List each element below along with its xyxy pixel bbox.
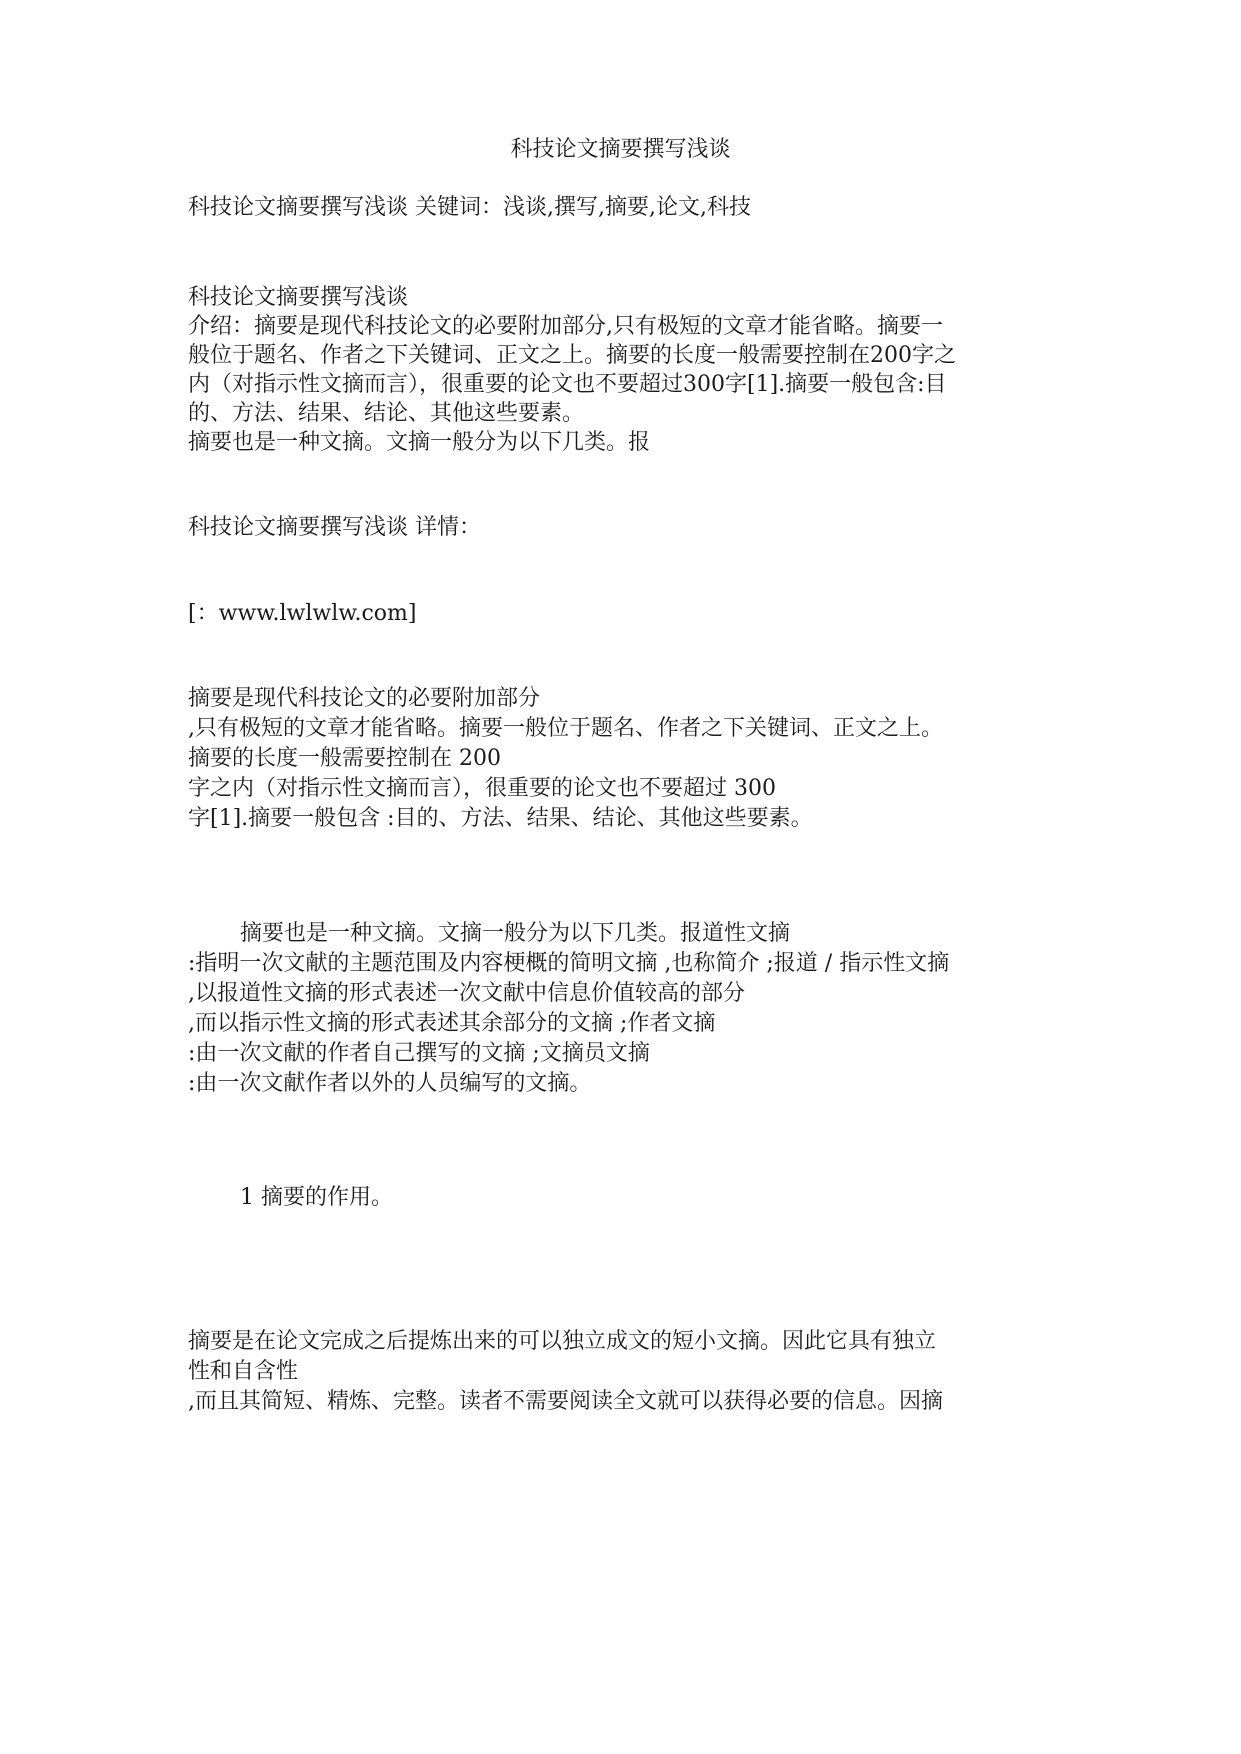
details-line: 科技论文摘要撰写浅谈 详情： — [188, 515, 481, 540]
body-line: 摘要的长度一般需要控制在 200 — [188, 746, 501, 771]
body-line: ,而且其简短、精炼、完整。读者不需要阅读全文就可以获得必要的信息。因摘 — [188, 1389, 943, 1414]
body-line: :由一次文献作者以外的人员编写的文摘。 — [188, 1071, 592, 1096]
intro-line: 的、方法、结果、结论、其他这些要素。 — [188, 401, 585, 426]
keywords-line: 科技论文摘要撰写浅谈 关键词：浅谈,撰写,摘要,论文,科技 — [188, 195, 751, 220]
intro-line: 内（对指示性文摘而言），很重要的论文也不要超过300字[1].摘要一般包含:目 — [188, 372, 947, 397]
intro-heading: 科技论文摘要撰写浅谈 — [188, 285, 409, 310]
body-line: ,而以指示性文摘的形式表述其余部分的文摘 ;作者文摘 — [188, 1011, 716, 1036]
body-line: 字之内（对指示性文摘而言），很重要的论文也不要超过 300 — [188, 776, 776, 801]
body-line: 摘要也是一种文摘。文摘一般分为以下几类。报道性文摘 — [240, 921, 791, 946]
body-line: :指明一次文献的主题范围及内容梗概的简明文摘 ,也称简介 ;报道 / 指示性文摘 — [188, 951, 950, 976]
body-line: ,只有极短的文章才能省略。摘要一般位于题名、作者之下关键词、正文之上。 — [188, 716, 943, 741]
body-line: 摘要是在论文完成之后提炼出来的可以独立成文的短小文摘。因此它具有独立 — [188, 1329, 937, 1354]
body-line: 字[1].摘要一般包含 :目的、方法、结果、结论、其他这些要素。 — [188, 806, 813, 831]
body-line: ,以报道性文摘的形式表述一次文献中信息价值较高的部分 — [188, 981, 745, 1006]
intro-line: 摘要也是一种文摘。文摘一般分为以下几类。报 — [188, 430, 651, 455]
body-line: :由一次文献的作者自己撰写的文摘 ;文摘员文摘 — [188, 1041, 650, 1066]
body-line: 性和自含性 — [188, 1359, 299, 1384]
document-title: 科技论文摘要撰写浅谈 — [510, 137, 731, 162]
body-line: 摘要是现代科技论文的必要附加部分 — [188, 686, 541, 711]
intro-line: 般位于题名、作者之下关键词、正文之上。摘要的长度一般需要控制在200字之 — [188, 343, 956, 368]
intro-line: 介绍：摘要是现代科技论文的必要附加部分,只有极短的文章才能省略。摘要一 — [188, 314, 943, 339]
section-heading: 1 摘要的作用。 — [240, 1185, 393, 1210]
source-link[interactable]: [：www.lwlwlw.com] — [188, 601, 417, 626]
